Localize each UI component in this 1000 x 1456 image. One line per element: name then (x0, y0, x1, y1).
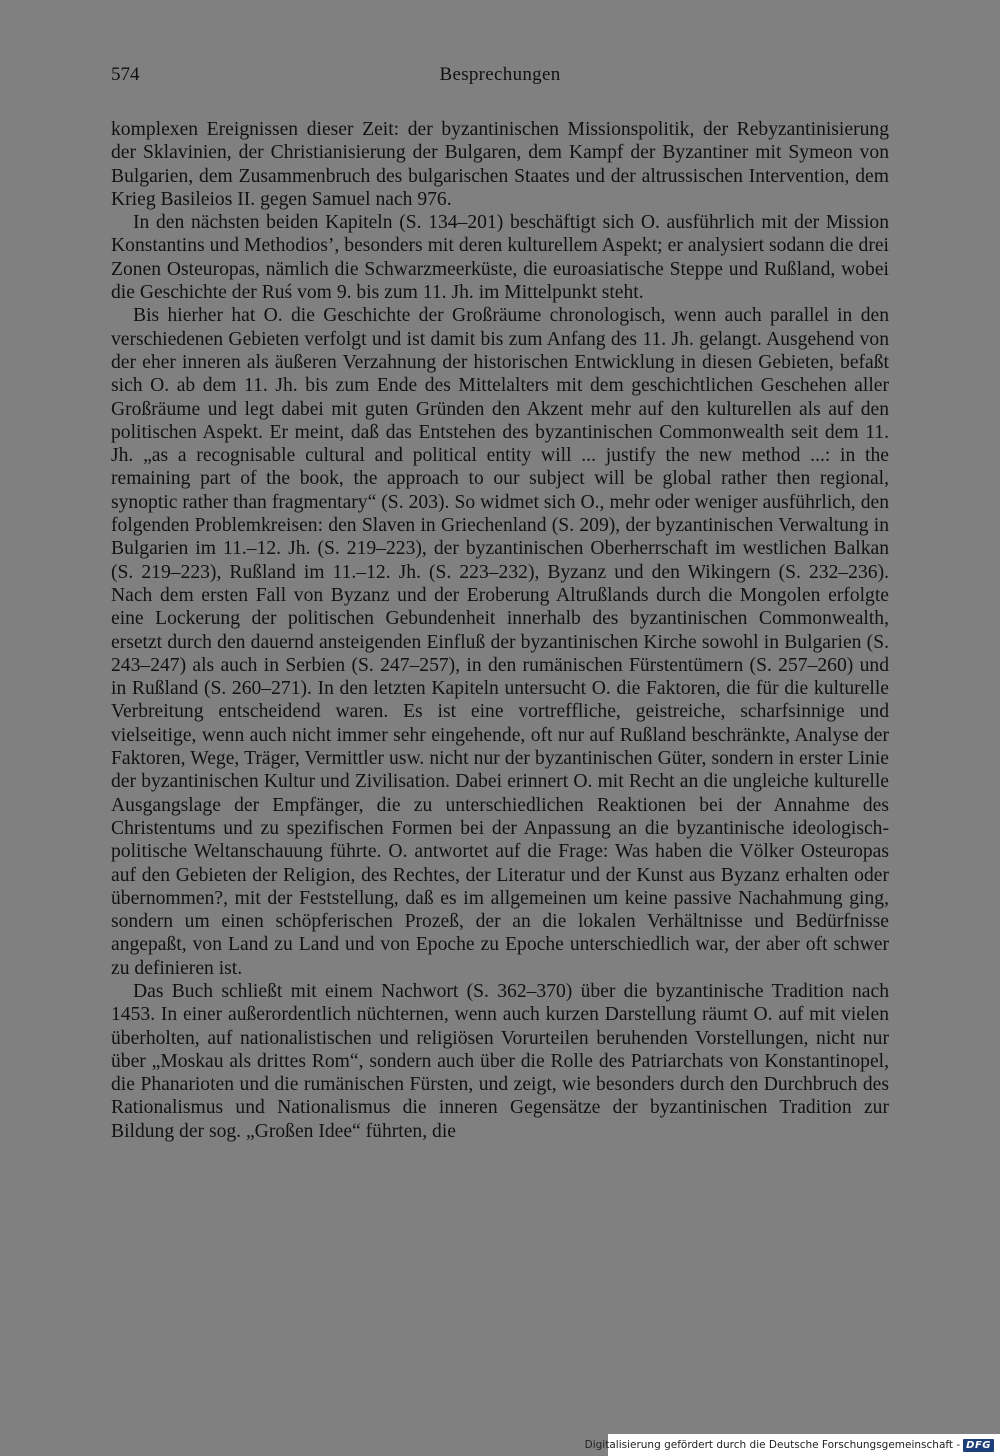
paragraph: Bis hierher hat O. die Geschichte der Großräume chronologisch, wenn auch parallel in den verschiedenen Gebieten verfolgt und ist damit bis zum Anfang des 11. Jh. gelangt. Ausgehend von der eher inneren als äußeren Verzahnung der historischen Entwicklung in diesen Gebieten, befaßt sich O. ab dem 11. Jh. bis zum Ende des Mittelalters mit dem geschichtlichen Geschehen aller Großräume und legt dabei mit guten Gründen den Akzent mehr auf den kulturellen als auf den politischen Aspekt. Er meint, daß das Entstehen des byzantinischen Commonwealth seit dem 11. Jh. „as a recognisable cultural and political entity will ... justify the new method ...: in the remaining part of the book, the approach to our subject will be global rather then regional, synoptic rather than fragmentary“ (S. 203). So widmet sich O., mehr oder weniger ausführlich, den folgenden Problemkreisen: den Slaven in Griechenland (S. 209), der byzantinischen Verwaltung in Bulgarien im 11.–12. Jh. (S. 219–223), der byzantinischen Oberherrschaft im westlichen Balkan (S. 219–223), Rußland im 11.–12. Jh. (S. 223–232), Byzanz und den Wikingern (S. 232–236). Nach dem ersten Fall von Byzanz und der Eroberung Altrußlands durch die Mongolen erfolgte eine Lockerung der politischen Gebundenheit innerhalb des byzantinischen Commonwealth, ersetzt durch den dauernd ansteigenden Einfluß der byzantinischen Kirche sowohl in Bulgarien (S. 243–247) als auch in Serbien (S. 247–257), in den rumänischen Fürstentümern (S. 257–260) und in Rußland (S. 260–271). In den letzten Kapiteln untersucht O. die Faktoren, die für die kulturelle Verbreitung entscheidend waren. Es ist eine vortreffliche, geistreiche, scharfsinnige und vielseitige, wenn auch nicht immer sehr eingehende, oft nur auf Rußland beschränkte, Analyse der Faktoren, Wege, Träger, Vermittler usw. nicht nur der byzantinischen Güter, sondern in erster Linie der byzantinischen Kultur und Zivilisation. Dabei erinnert O. mit Recht an die ungleiche kulturelle Ausgangslage der Empfänger, die zu unterschiedlichen Reaktionen bei der Annahme des Christentums und zu spezifischen Formen bei der Anpassung an die byzantinische ideologisch-politische Weltanschauung führte. O. antwortet auf die Frage: Was haben die Völker Osteuropas auf den Gebieten der Religion, des Rechtes, der Literatur und der Kunst aus Byzanz erhalten oder übernommen?, mit der Feststellung, daß es im allgemeinen um keine passive Nachahmung ging, sondern um einen schöpferischen Prozeß, der an die lokalen Verhältnisse und Bedürfnisse angepaßt, von Land zu Land und von Epoche zu Epoche unterschiedlich war, der aber oft schwer zu definieren ist. (111, 305, 889, 979)
page-number: 574 (111, 64, 140, 85)
digitization-footer (584, 1434, 1000, 1456)
paragraph: komplexen Ereignissen dieser Zeit: der byzantinischen Missionspolitik, der Rebyzantinisierung der Sklavinien, der Christianisierung der Bulgaren, dem Kampf der Byzantiner mit Symeon von Bulgarien, dem Zusammenbruch des bulgarischen Staates und der altrussischen Intervention, dem Krieg Basileios II. gegen Samuel nach 976. (111, 119, 889, 210)
running-head: Besprechungen (439, 64, 561, 85)
footer-credit: Digitalisierung gefördert durch die Deutsche Forschungsgemeinschaft - (584, 1439, 961, 1451)
dfg-logo-icon: DFG (963, 1439, 994, 1452)
paragraph: Das Buch schließt mit einem Nachwort (S. 362–370) über die byzantinische Tradition nach 1453. In einer außerordentlich nüchternen, wenn auch kurzen Darstellung räumt O. auf mit vielen überholten, auf nationalistischen und religiösen Vorurteilen beruhenden Vorstellungen, nicht nur über „Moskau als drittes Rom“, sondern auch über die Rolle des Patriarchats von Konstantinopel, die Phanarioten und die rumänischen Fürsten, und zeigt, wie besonders durch den Durchbruch des Rationalismus und Nationalismus die inneren Gegensätze der byzantinischen Tradition zur Bildung der sog. „Großen Idee“ führten, die (111, 980, 889, 1142)
page-header (111, 64, 889, 94)
paragraph: In den nächsten beiden Kapiteln (S. 134–201) beschäftigt sich O. ausführlich mit der Mission Konstantins und Methodios’, besonders mit deren kulturellem Aspekt; er analysiert sodann die drei Zonen Osteuropas, nämlich die Schwarzmeerküste, die euroasiatische Steppe und Rußland, wobei die Geschichte der Ruś vom 9. bis zum 11. Jh. im Mittelpunkt steht. (111, 212, 889, 304)
review-body (111, 118, 889, 1143)
